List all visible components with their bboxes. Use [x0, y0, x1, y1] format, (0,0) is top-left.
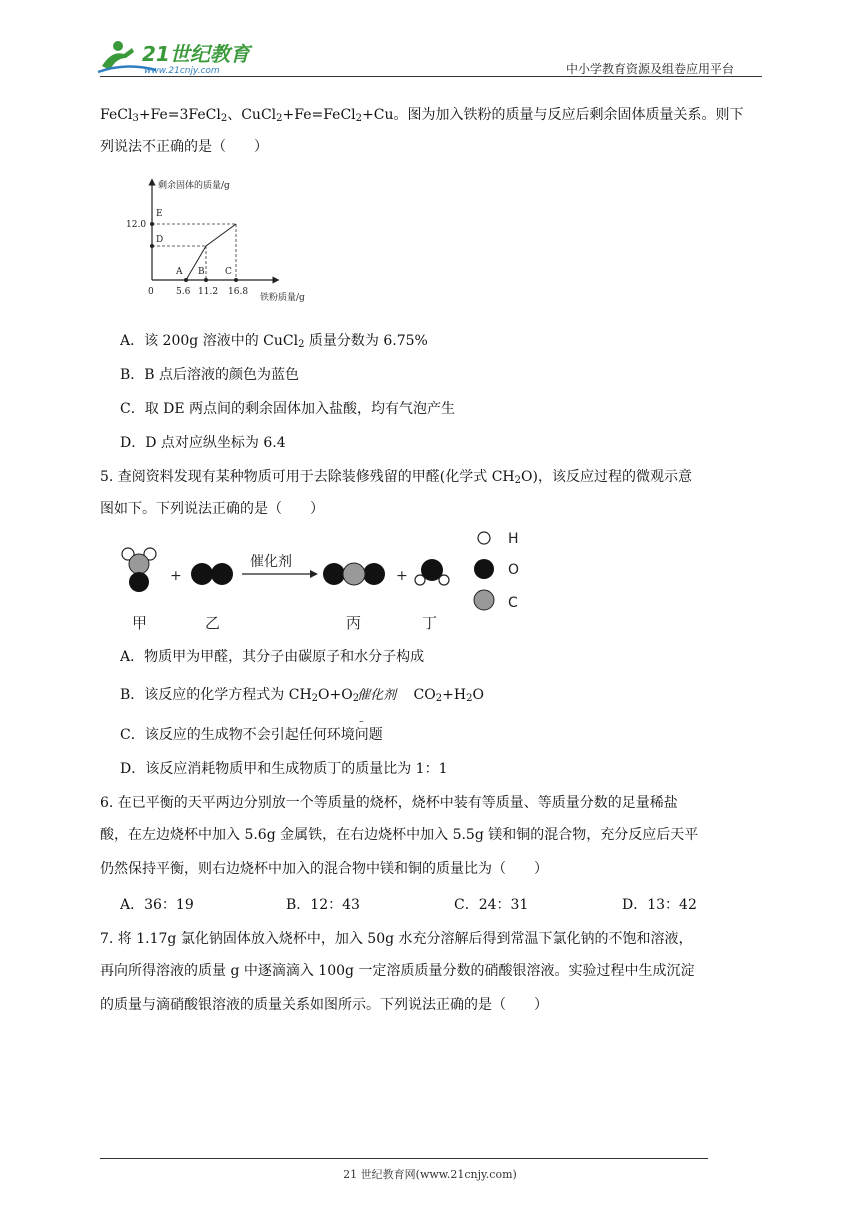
- q4-option-c: C．取 DE 两点间的剩余固体加入盐酸，均有气泡产生: [120, 401, 456, 417]
- label-a: A: [176, 267, 183, 277]
- site-logo: [96, 36, 266, 76]
- molecule-yi: [191, 563, 233, 585]
- legend-c: C: [508, 595, 518, 611]
- label-yi: 乙: [205, 614, 221, 632]
- x-tick-5-6: 5.6: [176, 287, 191, 297]
- molecule-bing: [323, 563, 385, 585]
- atom-legend: [474, 531, 519, 611]
- q5-line1: 5. 查阅资料发现有某种物质可用于去除装修残留的甲醛(化学式 $CH_2O$)，该反应过程的微观示意: [100, 469, 692, 486]
- label-e: E: [156, 209, 163, 219]
- q6-line2: 酸，在左边烧杯中加入 5.6g 金属铁，在右边烧杯中加入 5.5g 镁和铜的混合物，充分反应后天平: [100, 827, 699, 843]
- equation-catalyst: 催化剂: [357, 688, 397, 703]
- q7-line1: 7. 将 1.17g 氯化钠固体放入烧杯中，加入 50g 水充分溶解后得到常温下氯化钠的不饱和溶液，: [100, 931, 693, 947]
- q6-line3: 仍然保持平衡，则右边烧杯中加入的混合物中镁和铜的质量比为（ ）: [100, 861, 548, 877]
- footer-divider: [100, 1158, 708, 1159]
- y-axis-label: 剩余固体的质量/g: [158, 181, 230, 191]
- label-ding: 丁: [422, 614, 438, 632]
- q5-line2: 图如下。下列说法正确的是（ ）: [100, 501, 324, 517]
- logo-text: 21世纪教育: [142, 42, 250, 66]
- legend-o: O: [508, 562, 520, 578]
- label-bing: 丙: [346, 614, 362, 632]
- q6-option-b: B．12：43: [286, 897, 360, 913]
- q5-reaction-diagram: [112, 524, 542, 634]
- point-e: [150, 222, 154, 226]
- q4-option-b: B．B 点后溶液的颜色为蓝色: [120, 367, 300, 383]
- label-jia: 甲: [132, 614, 148, 632]
- catalyst-label: 催化剂: [250, 554, 292, 570]
- q4-chart: [126, 176, 338, 306]
- q6-line1: 6. 在已平衡的天平两边分别放一个等质量的烧杯，烧杯中装有等质量、等质量分数的足量稀盐: [100, 795, 678, 811]
- q7-line2: 再向所得溶液的质量 g 中逐滴滴入 100g 一定溶质质量分数的硝酸银溶液。实验过程中生成沉淀: [100, 963, 695, 979]
- molecule-jia: [122, 548, 156, 592]
- plus-2: +: [396, 568, 408, 584]
- logo-url: www.21cnjy.com: [144, 66, 220, 76]
- header-divider: [100, 76, 762, 77]
- point-b: [204, 278, 208, 282]
- point-c: [234, 278, 238, 282]
- q6-option-d: D．13：42: [622, 897, 697, 913]
- q5-option-a: A．物质甲为甲醛，其分子由碳原子和水分子构成: [120, 649, 425, 665]
- q6-option-c: C．24：31: [454, 897, 529, 913]
- legend-h: H: [508, 531, 519, 547]
- label-b: B: [198, 267, 205, 277]
- x-tick-16-8: 16.8: [228, 287, 249, 297]
- x-tick-11-2: 11.2: [198, 287, 219, 297]
- point-a: [184, 278, 188, 282]
- label-c: C: [225, 267, 232, 277]
- q4-option-d: D．D 点对应纵坐标为 6.4: [120, 435, 286, 451]
- q6-option-a: A．36：19: [120, 897, 194, 913]
- molecule-ding: [415, 559, 449, 585]
- label-d: D: [156, 235, 164, 245]
- q5-option-d: D．该反应消耗物质甲和生成物质丁的质量比为 1：1: [120, 761, 448, 777]
- plus-1: +: [170, 568, 182, 584]
- q5-option-c: C．该反应的生成物不会引起任何环境问题: [120, 727, 383, 743]
- x-tick-0: 0: [148, 287, 154, 297]
- y-tick-12: 12.0: [126, 220, 147, 230]
- platform-name: 中小学教育资源及组卷应用平台: [566, 62, 735, 76]
- q4-option-a: A．该 200g 溶液中的 CuCl$_2$ 质量分数为 6.75%: [120, 333, 428, 350]
- q7-line3: 的质量与滴硝酸银溶液的质量关系如图所示。下列说法正确的是（ ）: [100, 997, 548, 1013]
- q4-line1: FeCl$_3$+Fe=3FeCl$_2$、CuCl$_2$+Fe=FeCl$_2$+Cu。图为加入铁粉的质量与反应后剩余固体质量关系。则下: [100, 107, 744, 124]
- footer-text: 21 世纪教育网(www.21cnjy.com): [343, 1168, 517, 1181]
- q4-line2: 列说法不正确的是（ ）: [100, 139, 268, 155]
- x-axis-label: 铁粉质量/g: [260, 293, 305, 303]
- point-d: [150, 244, 154, 248]
- q5-option-b: B．该反应的化学方程式为 $CH_2O+O_2$ 催化剂 – $CO_2+H_2O$: [120, 687, 484, 727]
